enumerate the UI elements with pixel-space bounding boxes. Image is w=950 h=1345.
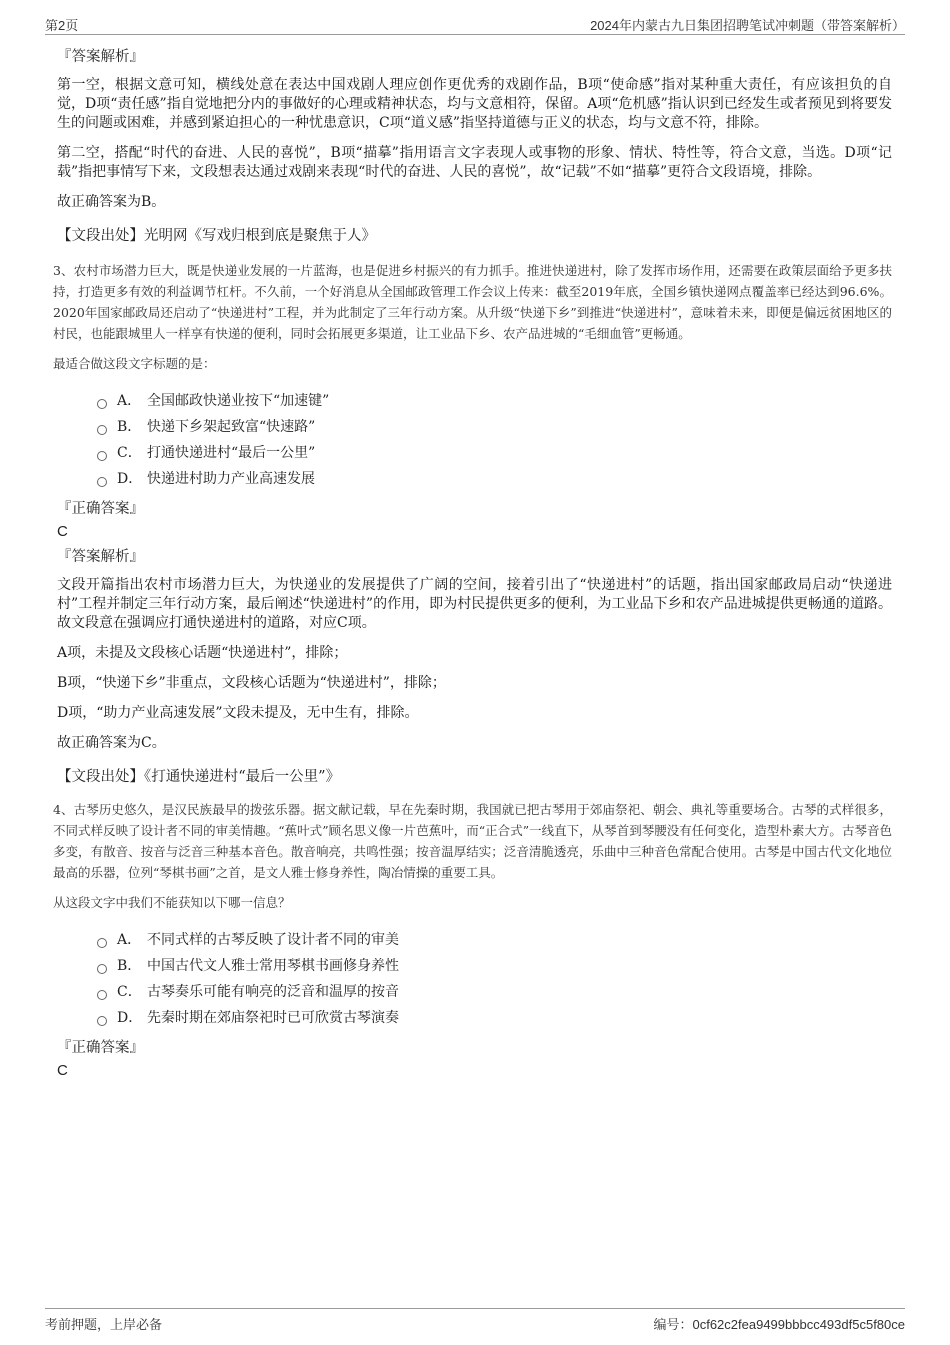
option-text: 快递进村助力产业高速发展 — [147, 471, 315, 487]
radio-icon[interactable] — [97, 477, 107, 487]
radio-icon[interactable] — [97, 938, 107, 948]
option-letter: D． — [117, 471, 143, 487]
option-text: 中国古代文人雅士常用琴棋书画修身养性 — [147, 958, 399, 974]
radio-icon[interactable] — [97, 425, 107, 435]
q3-analysis-conclusion: 故正确答案为C。 — [57, 735, 166, 751]
page-header — [45, 12, 905, 35]
q4-option-b[interactable] — [57, 953, 892, 979]
radio-icon[interactable] — [97, 990, 107, 1000]
radio-icon[interactable] — [97, 1016, 107, 1026]
radio-icon[interactable] — [97, 399, 107, 409]
q4-answer: C — [57, 1062, 68, 1079]
q3-options — [57, 388, 892, 492]
q3-stem: 3、农村市场潜力巨大，既是快递业发展的一片蓝海，也是促进乡村振兴的有力抓手。推进快递进村，除了发挥市场作用，还需要在政策层面给予更多扶持，打造更多有效的利益调节杠杆。不久前，一个好消息从全国邮政管理工作会议上传来：截至2019年底，全国乡镇快递网点覆盖率已经达到96.6%。2020年国家邮政局还启动了“快递进村”工程，并为此制定了三年行动方案。从升级“快递下乡”到推进“快递进村”，意味着未来，即便是偏远贫困地区的村民，也能跟城里人一样享有快递的便利，同时会拓展更多渠道，让工业品下乡、农产品进城的“毛细血管”更畅通。 — [53, 263, 892, 341]
option-text: 快递下乡架起致富“快速路” — [147, 419, 316, 435]
q3-prompt: 最适合做这段文字标题的是： — [53, 356, 216, 371]
q3-option-b[interactable] — [57, 414, 892, 440]
q3-answer-heading: 『正确答案』 — [57, 501, 144, 517]
q3-option-a[interactable] — [57, 388, 892, 414]
document-title: 2024年内蒙古九日集团招聘笔试冲刺题（带答案解析） — [590, 18, 905, 33]
q4-answer-heading: 『正确答案』 — [57, 1040, 144, 1056]
q3-source: 【文段出处】《打通快递进村“最后一公里”》 — [57, 769, 341, 785]
option-letter: C． — [117, 984, 142, 1000]
q3-analysis-para-2: A项，未提及文段核心话题“快递进村”，排除； — [57, 645, 348, 661]
page-content — [53, 46, 892, 1085]
option-text: 不同式样的古琴反映了设计者不同的审美 — [147, 932, 399, 948]
option-text: 先秦时期在郊庙祭祀时已可欣赏古琴演奏 — [147, 1010, 399, 1026]
q3-answer: C — [57, 523, 68, 540]
q3-analysis-para-1: 文段开篇指出农村市场潜力巨大，为快递业的发展提供了广阔的空间，接着引出了“快递进村”的话题，指出国家邮政局启动“快递进村”工程并制定三年行动方案，最后阐述“快递进村”的作用，即为村民提供更多的便利，为工业品下乡和农产品进城提供更畅通的道路。故文段意在强调应打通快递进村的道路，对应C项。 — [57, 577, 892, 631]
q3-analysis-para-3: B项，“快递下乡”非重点，文段核心话题为“快递进村”，排除； — [57, 675, 446, 691]
q4-prompt: 从这段文字中我们不能获知以下哪一信息？ — [53, 895, 291, 910]
q2-analysis-heading: 『答案解析』 — [57, 49, 144, 65]
option-letter: C． — [117, 445, 142, 461]
footer-slogan: 考前押题，上岸必备 — [45, 1317, 163, 1332]
q2-source: 【文段出处】光明网《写戏归根到底是聚焦于人》 — [57, 228, 376, 244]
q3-option-c[interactable] — [57, 440, 892, 466]
q2-analysis-para-1: 第一空，根据文意可知，横线处意在表达中国戏剧人理应创作更优秀的戏剧作品，B项“使命感”指对某种重大责任，有应该担负的自觉，D项“责任感”指自觉地把分内的事做好的心理或精神状态，均与文意相符，保留。A项“危机感”指认识到已经发生或者预见到将要发生的问题或困难，并感到紧迫担心的一种忧患意识，C项“道义感”指坚持道德与正义的状态，均与文意不符，排除。 — [57, 77, 892, 131]
q2-analysis-para-2: 第二空，搭配“时代的奋进、人民的喜悦”，B项“描摹”指用语言文字表现人或事物的形象、情状、特性等，符合文意，当选。D项“记载”指把事情写下来，文段想表达通过戏剧来表现“时代的奋进、人民的喜悦”，故“记载”不如“描摹”更符合文段语境，排除。 — [57, 145, 892, 180]
option-letter: A． — [117, 393, 142, 409]
page-footer — [45, 1308, 905, 1332]
option-letter: B． — [117, 419, 142, 435]
option-letter: D． — [117, 1010, 143, 1026]
q3-analysis-heading: 『答案解析』 — [57, 549, 144, 565]
footer-serial: 编号：0cf62c2fea9499bbbcc493df5c5f80ce — [653, 1317, 905, 1332]
q4-stem: 4、古琴历史悠久，是汉民族最早的拨弦乐器。据文献记载，早在先秦时期，我国就已把古琴用于郊庙祭祀、朝会、典礼等重要场合。古琴的式样很多，不同式样反映了设计者不同的审美情趣。“蕉叶式”顾名思义像一片芭蕉叶，而“正合式”一线直下，从琴首到琴腰没有任何变化，造型朴素大方。古琴音色多变，有散音、按音与泛音三种基本音色。散音响亮，共鸣性强；按音温厚结实；泛音清脆透亮，乐曲中三种音色常配合使用。古琴是中国古代文化地位最高的乐器，位列“琴棋书画”之首，是文人雅士修身养性，陶冶情操的重要工具。 — [53, 802, 892, 880]
q4-option-d[interactable] — [57, 1005, 892, 1031]
q4-option-a[interactable] — [57, 927, 892, 953]
option-letter: B． — [117, 958, 142, 974]
option-text: 打通快递进村“最后一公里” — [147, 445, 316, 461]
q4-options — [57, 927, 892, 1031]
q3-analysis-para-4: D项，“助力产业高速发展”文段未提及，无中生有，排除。 — [57, 705, 419, 721]
q3-option-d[interactable] — [57, 466, 892, 492]
radio-icon[interactable] — [97, 964, 107, 974]
option-letter: A． — [117, 932, 142, 948]
option-text: 全国邮政快递业按下“加速键” — [147, 393, 330, 409]
radio-icon[interactable] — [97, 451, 107, 461]
q2-analysis-conclusion: 故正确答案为B。 — [57, 194, 166, 210]
q4-option-c[interactable] — [57, 979, 892, 1005]
option-text: 古琴奏乐可能有响亮的泛音和温厚的按音 — [147, 984, 399, 1000]
page-number: 第2页 — [45, 18, 79, 33]
